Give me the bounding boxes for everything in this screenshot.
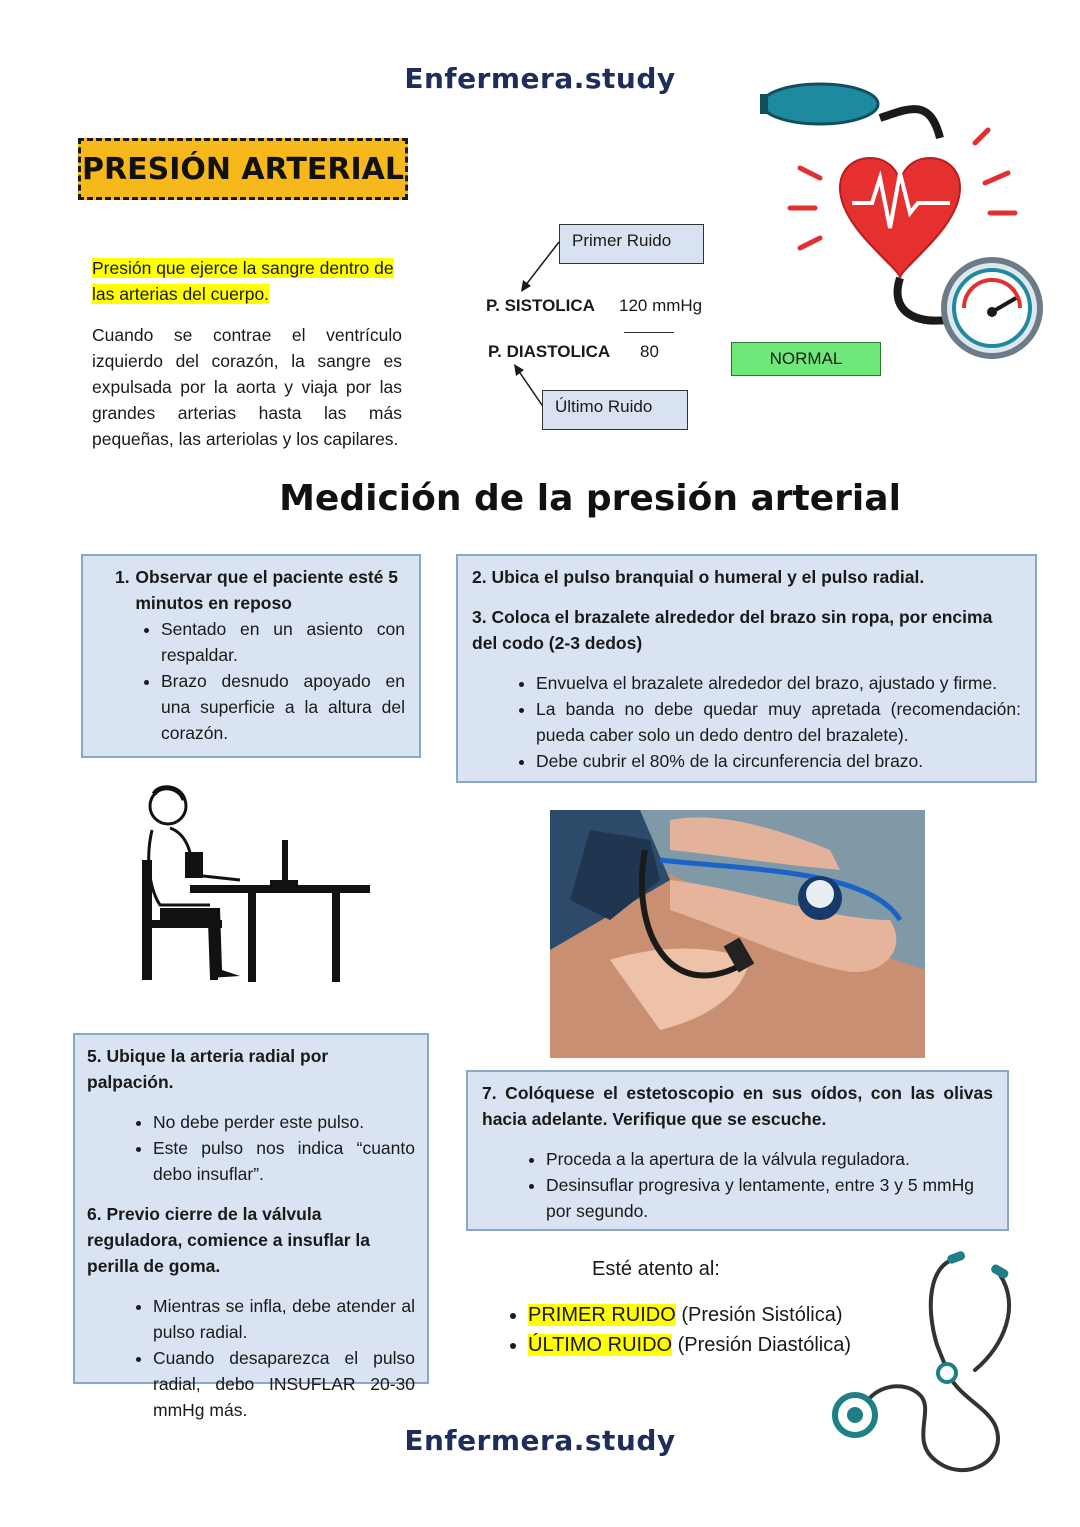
list-item: • No debe perder este pulso. (153, 1109, 415, 1135)
last-sound-label: Último Ruido (542, 390, 688, 430)
fraction-line (624, 332, 674, 333)
heart-monitor-illustration (760, 78, 1060, 368)
brand-footer: Enfermera.study (404, 1424, 676, 1457)
list-item: • Debe cubrir el 80% de la circunferencia del brazo. (536, 748, 1021, 774)
list-item: • Mientras se infla, debe atender al pulso radial. (153, 1293, 415, 1345)
list-item: • Envuelva el brazalete alrededor del brazo, ajustado y firme. (536, 670, 1021, 696)
brand-header: Enfermera.study (404, 62, 676, 95)
systolic-label: P. SISTOLICA (486, 296, 595, 315)
list-item: • Brazo desnudo apoyado en una superficie a la altura del corazón. (161, 668, 405, 746)
first-sound-label: Primer Ruido (559, 224, 704, 264)
step1-title: Observar que el paciente esté 5 minutos en reposo (135, 567, 398, 613)
diastolic-label: P. DIASTOLICA (488, 342, 611, 361)
list-item: • Este pulso nos indica “cuanto debo insuflar”. (153, 1135, 415, 1187)
attention-heading: Esté atento al: (592, 1258, 720, 1280)
bp-measurement-photo (550, 810, 925, 1058)
list-item: • Sentado en un asiento con respaldar. (161, 616, 405, 668)
status-badge: NORMAL (731, 342, 881, 376)
step7-title: 7. Colóquese el estetoscopio en sus oídos, con las olivas hacia adelante. Verifique que se escuche. (482, 1083, 993, 1129)
list-item: • Cuando desaparezca el pulso radial, debo INSUFLAR 20-30 mmHg más. (153, 1345, 415, 1423)
arrow-icon (515, 240, 565, 300)
step5-6-card (73, 1033, 429, 1420)
definition-text: Presión que ejerce la sangre dentro de las arterias del cuerpo. (92, 258, 394, 304)
step2-title: 2. Ubica el pulso branquial o humeral y el pulso radial. (472, 567, 925, 587)
list-item: • PRIMER RUIDO (Presión Sistólica) (528, 1300, 948, 1330)
seated-patient-illustration (130, 780, 375, 985)
step2-3-card (456, 554, 1037, 783)
section-title: Medición de la presión arterial (279, 478, 901, 519)
step1-card (81, 554, 421, 758)
diastolic-value: 80 (640, 342, 659, 361)
page-title: PRESIÓN ARTERIAL (78, 138, 408, 200)
list-item: • ÚLTIMO RUIDO (Presión Diastólica) (528, 1330, 948, 1360)
list-item: • Proceda a la apertura de la válvula reguladora. (546, 1146, 993, 1172)
step1-number: 1. (115, 567, 130, 587)
list-item: • La banda no debe quedar muy apretada (recomendación: pueda caber solo un dedo dentro del brazalete). (536, 696, 1021, 748)
list-item: • Desinsuflar progresiva y lentamente, entre 3 y 5 mmHg por segundo. (546, 1172, 993, 1224)
step7-card (466, 1070, 1009, 1231)
step3-title: 3. Coloca el brazalete alrededor del brazo sin ropa, por encima del codo (2-3 dedos) (472, 607, 993, 653)
description-text: Cuando se contrae el ventrículo izquierdo del corazón, la sangre es expulsada por la aorta y viaja por las grandes arterias hasta las más pequeñas, las arteriolas y los capilares. (92, 325, 402, 449)
step6-title: 6. Previo cierre de la válvula reguladora, comience a insuflar la perilla de goma. (87, 1204, 371, 1276)
systolic-value: 120 mmHg (619, 296, 703, 315)
step5-title: 5. Ubique la arteria radial por palpación. (87, 1046, 329, 1092)
